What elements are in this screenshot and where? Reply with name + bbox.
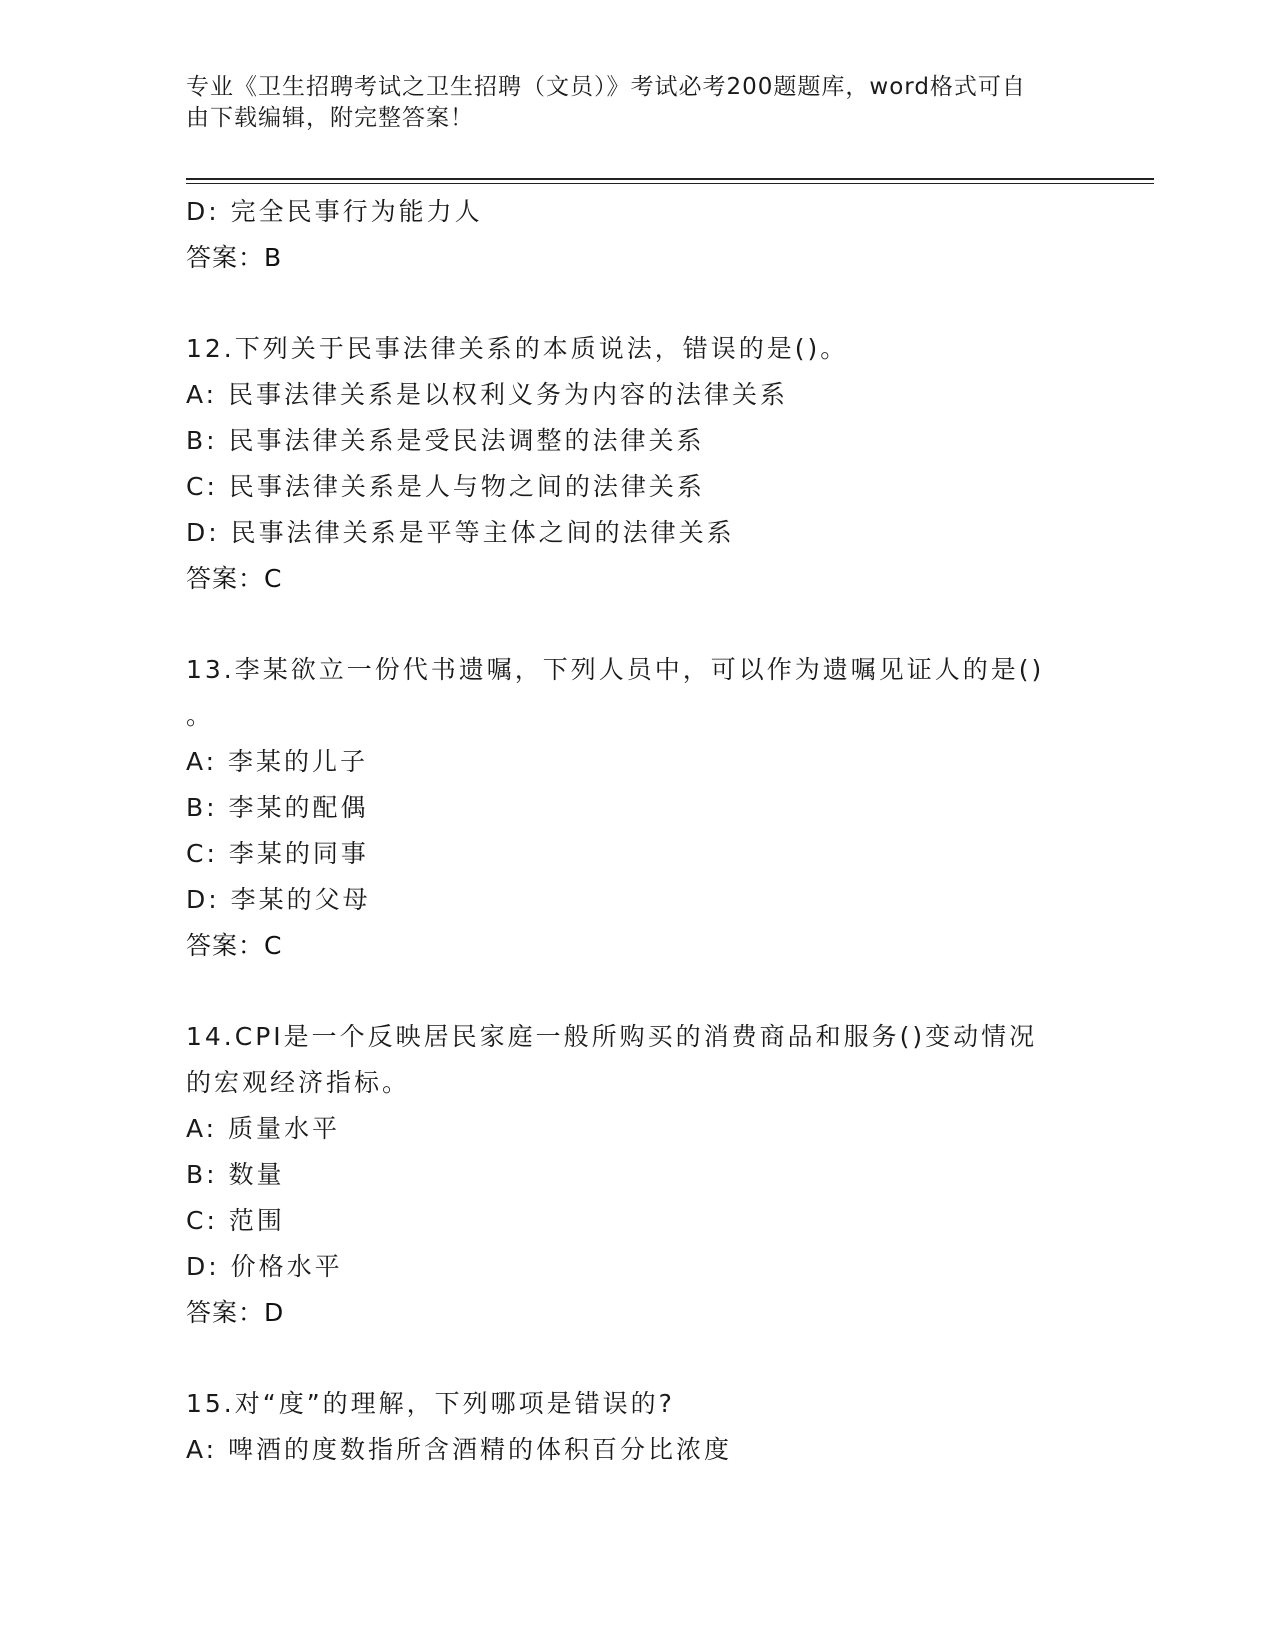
question-stem: 12.下列关于民事法律关系的本质说法，错误的是()。 [186,334,849,363]
question-block-13 [186,647,1086,969]
option-d: D: 价格水平 [186,1252,343,1281]
option-d: D: 完全民事行为能力人 [186,197,483,226]
question-block-12 [186,326,1086,602]
question-stem: 14.CPI是一个反映居民家庭一般所购买的消费商品和服务()变动情况 [186,1022,1038,1051]
answer-line: 答案：D [186,1298,285,1327]
header-line-1: 专业《卫生招聘考试之卫生招聘（文员）》考试必考200题题库，word格式可自 [186,74,1026,100]
option-a: A: 啤酒的度数指所含酒精的体积百分比浓度 [186,1435,733,1464]
option-c: C: 范围 [186,1206,285,1235]
question-list [186,189,1086,1473]
spacer [186,969,1086,1014]
spacer [186,281,1086,326]
header-rule-thin [186,183,1154,184]
option-c: C: 李某的同事 [186,839,369,868]
header-rule-thick [186,178,1154,180]
question-stem: 13.李某欲立一份代书遗嘱，下列人员中，可以作为遗嘱见证人的是() [186,655,1045,684]
option-a: A: 质量水平 [186,1114,341,1143]
option-a: A: 民事法律关系是以权利义务为内容的法律关系 [186,380,789,409]
option-d: D: 民事法律关系是平等主体之间的法律关系 [186,518,735,547]
option-b: B: 数量 [186,1160,285,1189]
document-header [186,72,1066,134]
option-b: B: 李某的配偶 [186,793,369,822]
question-stem: 15.对“度”的理解，下列哪项是错误的? [186,1389,675,1418]
option-c: C: 民事法律关系是人与物之间的法律关系 [186,472,705,501]
answer-line: 答案：B [186,243,283,272]
answer-line: 答案：C [186,931,283,960]
option-d: D: 李某的父母 [186,885,371,914]
question-stem-continued: 。 [186,701,215,730]
spacer [186,1336,1086,1381]
question-block-prev [186,189,1086,281]
option-a: A: 李某的儿子 [186,747,369,776]
question-stem-continued: 的宏观经济指标。 [186,1068,411,1097]
answer-line: 答案：C [186,564,283,593]
question-block-15 [186,1381,1086,1473]
question-block-14 [186,1014,1086,1336]
option-b: B: 民事法律关系是受民法调整的法律关系 [186,426,705,455]
header-line-2: 由下载编辑，附完整答案！ [186,105,474,131]
spacer [186,602,1086,647]
